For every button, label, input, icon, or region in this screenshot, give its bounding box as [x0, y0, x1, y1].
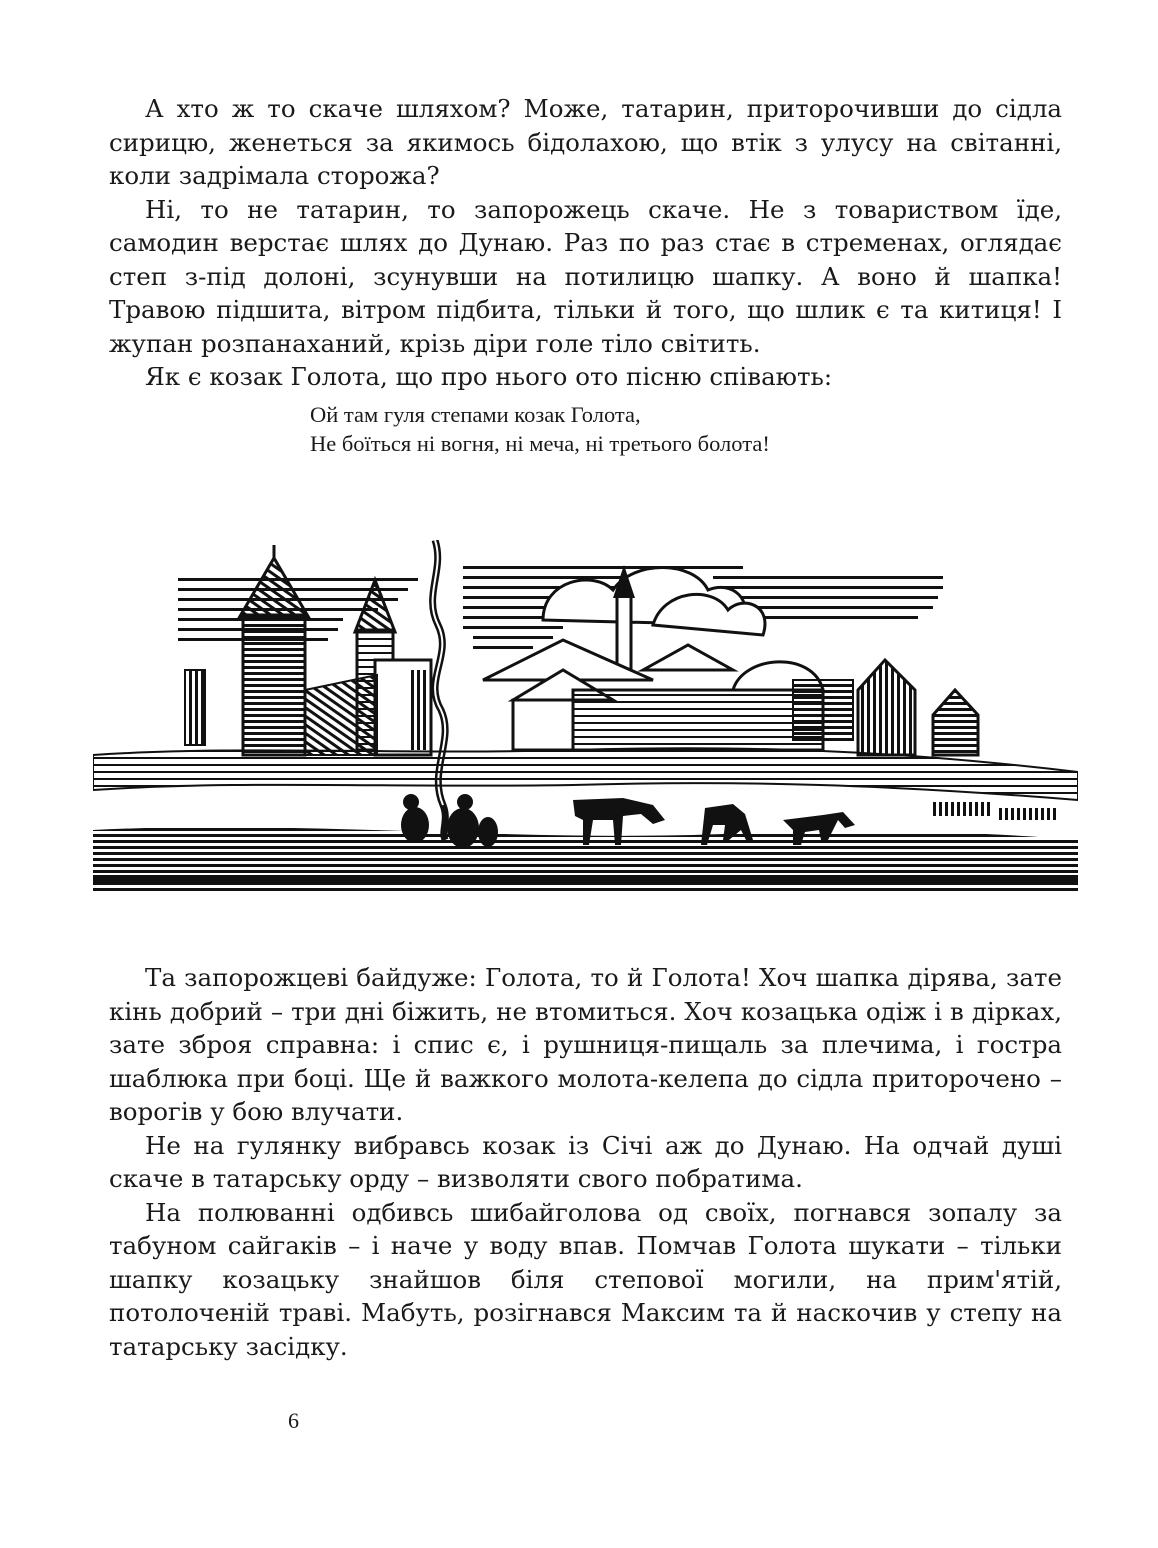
song-verse: [310, 400, 770, 458]
page-number: 6: [288, 1408, 299, 1433]
verse-line-2: Не боїться ні вогня, ні меча, ні третього болота!: [310, 431, 770, 456]
paragraph-2: Ні, то не татарин, то запорожець скаче. Не з товариством їде, самодин верстає шлях до Дунаю. Раз по раз стає в стременах, оглядає степ з-під долоні, зсунувши на потилицю шапку. А воно й шапка! Травою підшита, вітром підбита, тільки й того, що шлик є та китиця! І жупан розпанаханий, крізь діри голе тіло світить.: [109, 194, 1062, 358]
paragraph-1: А хто ж то скаче шляхом? Може, татарин, приторочивши до сідла сирицю, женеться за якимось бідолахою, що втік з улусу на світанні, коли задрімала сторожа?: [109, 94, 1062, 190]
paragraph-6: На полюванні одбивсь шибайголова од своїх, погнався зопалу за табуном сайгаків – і наче у воду впав. Помчав Голота шукати – тільки шапку козацьку знайшов біля степової могили, на прим'ятій, потолоченій траві. Мабуть, розігнався Максим та й наскочив у степу на татарську засідку.: [109, 1197, 1062, 1361]
top-text: [109, 92, 1062, 394]
bottom-text: [109, 961, 1062, 1363]
paragraph-5: Не на гулянку вибравсь козак із Січі аж до Дунаю. На одчай душі скаче в татарську орду – визволяти свого побратима.: [109, 1130, 1062, 1193]
paragraph-3: Як є козак Голота, що про нього ото пісню співають:: [145, 362, 833, 391]
verse-line-1: Ой там гуля степами козак Голота,: [310, 402, 641, 427]
left-tower: [239, 545, 309, 755]
fortress-engraving: [93, 540, 1078, 892]
right-buildings: [858, 660, 978, 755]
paragraph-4: Та запорожцеві байдуже: Голота, то й Голота! Хоч шапка дірява, зате кінь добрий – три дні біжить, не втомиться. Хоч козацька одіж і в дірках, зате зброя справна: і спис є, і рушниця-пищаль за плечима, і гостра шаблюка при боці. Ще й важкого молота-келепа до сідла приторочено – ворогів у бою влучати.: [109, 963, 1062, 1126]
